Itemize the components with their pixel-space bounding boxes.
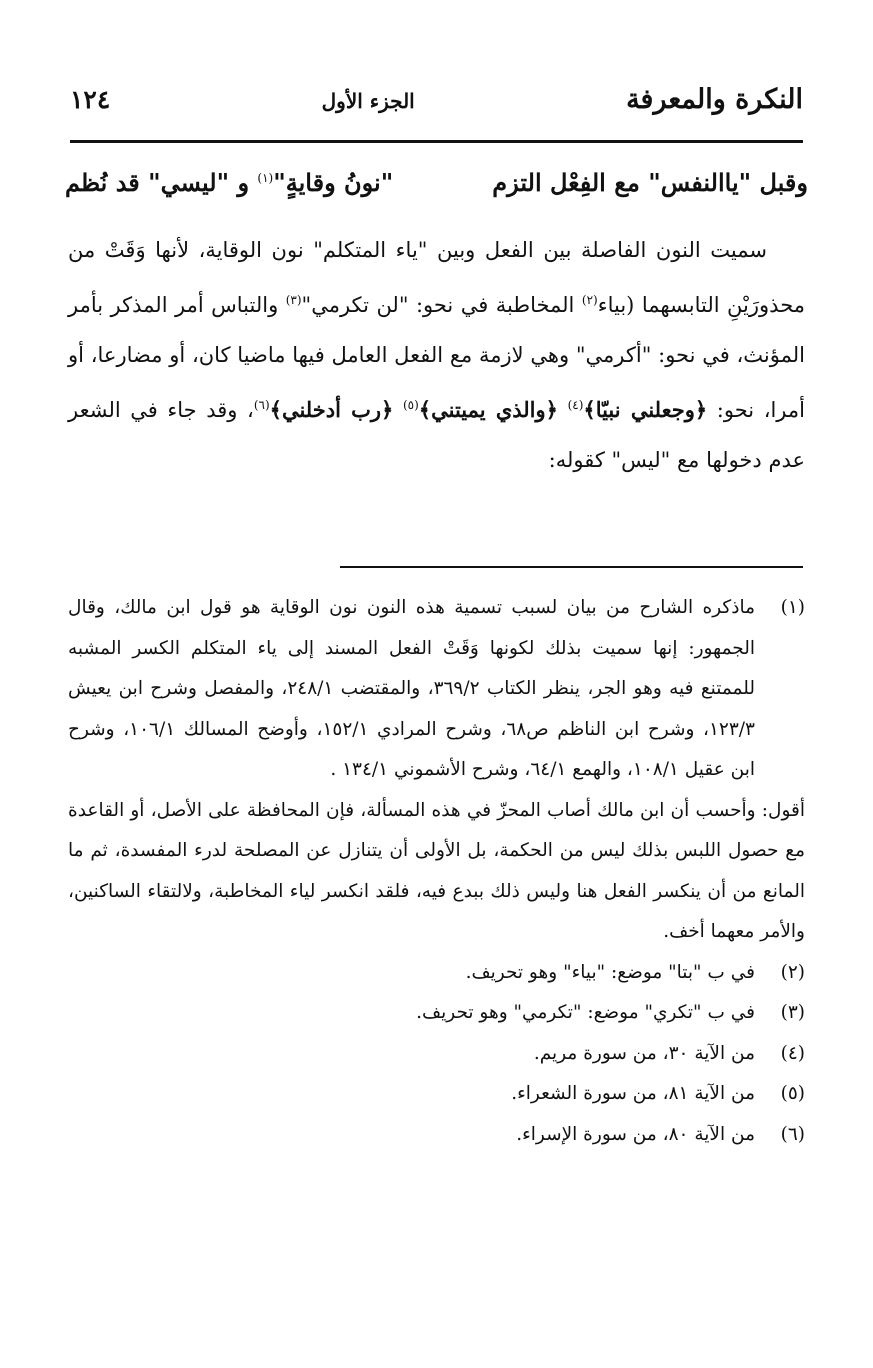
poem-verse [65,168,808,212]
chapter-title: النكرة والمعرفة [626,84,803,115]
footnote-4 [68,1034,805,1075]
verse-left-hemistich [65,168,393,197]
body-paragraph [68,225,805,485]
quran-quote: ﴿وجعلني نبيّا﴾ [583,397,708,422]
body-text: والتباس أمر المذكر بأمر المؤنث، في نحو: "أكرمي" وهي لازمة مع الفعل العامل فيها ماضيا كان، أو مضارعا، أو أمرا، نحو: [68,293,805,422]
body-text: سميت النون الفاصلة بين الفعل وبين "ياء المتكلم" نون الوقاية، لأنها وَقَتْ من محذورَيْنِ التابسهما (بياء [68,238,805,317]
footnote-number: (٤) [780,1042,805,1064]
footnote-5 [68,1074,805,1115]
footnote-ref: (٣) [285,293,302,307]
author-comment: أقول: وأحسب أن ابن مالك أصاب المحزّ في هذه المسألة، فإن المحافظة على الأصل، أو القاعدة مع حصول اللبس بذلك ليس من الحكمة، بل الأولى أن يتنازل عن المصلحة لدرء المفسدة، ثم ما المانع من أن ينكسر الفعل هنا وليس ذلك ببدع فيه، فلقد انكسر لياء المخاطبة، ولالتقاء الساكنين، والأمر معهما أخف. [68,799,805,942]
footnotes-separator [340,566,803,568]
footnote-number: (٢) [780,961,805,983]
running-head [70,84,803,126]
footnote-text: من الآية ٣٠، من سورة مريم. [533,1042,755,1064]
footnote-ref: (٥) [402,398,419,412]
verse-right-hemistich: وقبل "ياالنفس" مع الفِعْل التزم [492,168,808,197]
body-text: ، وقد جاء في الشعر عدم دخولها مع "ليس" كقوله: [68,398,805,472]
footnotes [68,588,805,1155]
volume-label: الجزء الأول [321,89,415,113]
footnote-ref: (٦) [253,398,270,412]
footnote-text: ماذكره الشارح من بيان لسبب تسمية هذه النون نون الوقاية هو قول ابن مالك، وقال الجمهور: إنها سميت بذلك لكونها وَقَتْ الفعل المسند إلى ياء المتكلم الكسر المشبه للممتنع فيه وهو الجر، ينظر الكتاب ٣٦٩/٢، والمقتضب ٢٤٨/١، والمفصل وشرح ابن يعيش ١٢٣/٣، وشرح ابن الناظم ص٦٨، وشرح المرادي ١٥٢/١، وأوضح المسالك ١٠٦/١، وشرح ابن عقيل ١٠٨/١، والهمع ٦٤/١، وشرح الأشموني ١٣٤/١ . [68,597,755,780]
footnote-ref: (١) [257,171,274,185]
footnote-number: (٥) [780,1083,805,1104]
footnote-2 [68,953,805,994]
quran-quote: ﴿والذي يميتني﴾ [418,397,558,422]
footnote-text: من الآية ٨٠، من سورة الإسراء. [516,1123,755,1145]
footnote-text: من الآية ٨١، من سورة الشعراء. [511,1083,755,1104]
footnote-6 [68,1115,805,1156]
footnote-number: (١) [780,597,805,618]
footnote-ref: (٤) [567,398,584,412]
header-rule [70,140,803,143]
footnote-text: في ب "تكري" موضع: "تكرمي" وهو تحريف. [416,1002,755,1023]
footnote-number: (٦) [780,1123,805,1145]
footnote-text: في ب "بتا" موضع: "بياء" وهو تحريف. [465,961,755,983]
footnote-ref: (٢) [581,293,598,307]
page-number: ١٢٤ [70,85,111,114]
footnote-3 [68,993,805,1034]
footnote-1 [68,588,805,791]
main-text [68,225,805,485]
verse-left-part-a: "نونُ وقايةٍ" [273,168,394,197]
quran-quote: ﴿رب أدخلني﴾ [269,397,394,422]
footnote-number: (٣) [780,1002,805,1023]
body-text: المخاطبة في نحو: "لن تكرمي" [301,293,582,317]
verse-left-part-b: و "ليسي" قد نُظم [65,168,258,197]
